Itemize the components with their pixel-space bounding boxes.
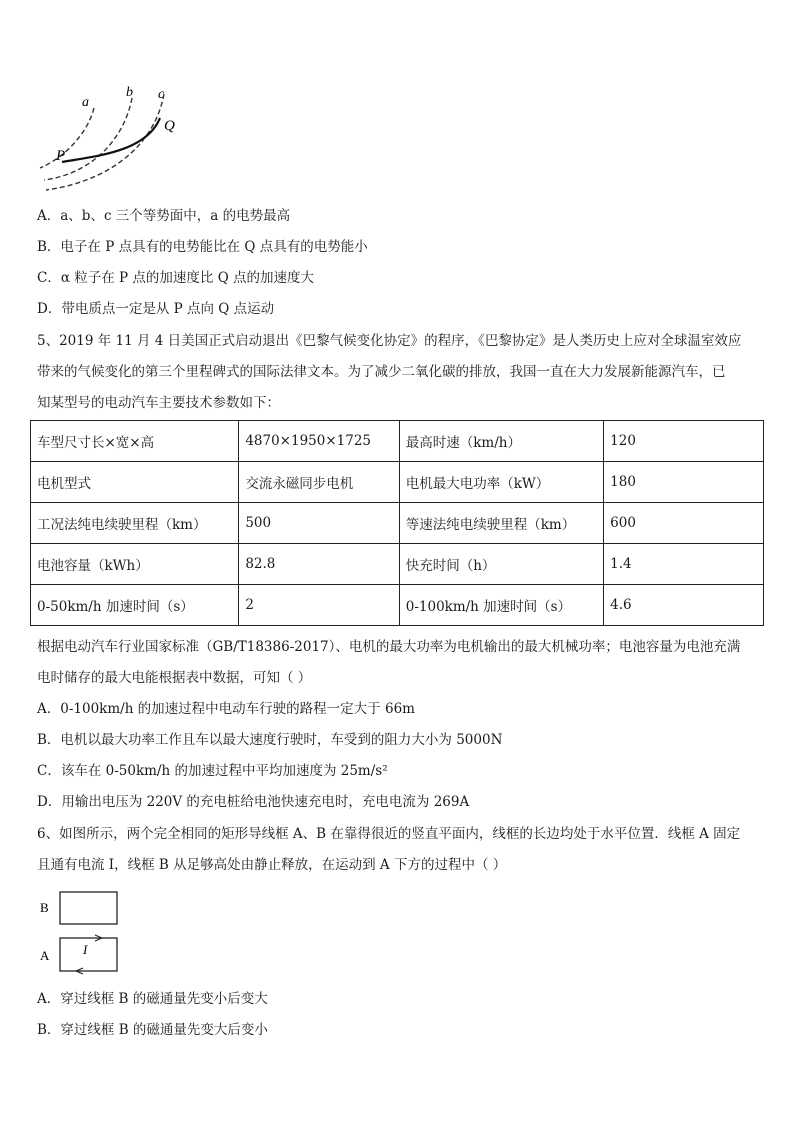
equipotential-figure bbox=[36, 82, 196, 194]
q5-after-line-1: 根据电动汽车行业国家标准（GB/T18386-2017）、电机的最大功率为电机输出的最大机械功率；电池容量为电池充满 bbox=[37, 639, 741, 655]
table-cell: 快充时间（h） bbox=[399, 544, 603, 585]
label-current: I bbox=[83, 942, 88, 957]
table-cell: 电机最大电功率（kW） bbox=[399, 462, 603, 503]
table-row bbox=[31, 544, 764, 585]
q6-stem-line-1: 6、如图所示，两个完全相同的矩形导线框 A、B 在靠得很近的竖直平面内，线框的长边均处于水平位置．线框 A 固定 bbox=[37, 826, 741, 842]
spec-table bbox=[30, 420, 764, 626]
table-cell: 1.4 bbox=[604, 544, 764, 585]
table-cell: 等速法纯电续驶里程（km） bbox=[399, 503, 603, 544]
table-cell: 交流永磁同步电机 bbox=[239, 462, 399, 503]
label-b: b bbox=[126, 85, 133, 100]
label-a: a bbox=[82, 95, 89, 110]
q4-option-d: D．带电质点一定是从 P 点向 Q 点运动 bbox=[37, 301, 275, 317]
frame-b bbox=[60, 892, 117, 924]
q5-option-b: B．电机以最大功率工作且车以最大速度行驶时，车受到的阻力大小为 5000N bbox=[37, 732, 503, 748]
table-cell: 600 bbox=[604, 503, 764, 544]
table-cell: 4.6 bbox=[604, 585, 764, 626]
q4-option-a: A．a、b、c 三个等势面中，a 的电势最高 bbox=[37, 208, 291, 224]
q5-stem-line-1: 5、2019 年 11 月 4 日美国正式启动退出《巴黎气候变化协定》的程序，《巴黎协定》是人类历史上应对全球温室效应 bbox=[37, 333, 742, 349]
q4-option-c: C．α 粒子在 P 点的加速度比 Q 点的加速度大 bbox=[37, 270, 315, 286]
q5-stem-line-2: 带来的气候变化的第三个里程碑式的国际法律文本。为了减少二氧化碳的排放，我国一直在大力发展新能源汽车，已 bbox=[37, 364, 726, 380]
label-frame-b: B bbox=[40, 900, 49, 915]
table-cell: 0-50km/h 加速时间（s） bbox=[31, 585, 239, 626]
q6-option-a: A．穿过线框 B 的磁通量先变小后变大 bbox=[37, 991, 268, 1007]
q5-option-c: C．该车在 0-50km/h 的加速过程中平均加速度为 25m/s² bbox=[37, 763, 388, 779]
q5-option-a: A．0-100km/h 的加速过程中电动车行驶的路程一定大于 66m bbox=[37, 701, 415, 717]
table-cell: 2 bbox=[239, 585, 399, 626]
table-cell: 500 bbox=[239, 503, 399, 544]
label-p: P bbox=[56, 148, 66, 164]
table-cell: 0-100km/h 加速时间（s） bbox=[399, 585, 603, 626]
table-row bbox=[31, 462, 764, 503]
table-row bbox=[31, 421, 764, 462]
q6-option-b: B．穿过线框 B 的磁通量先变大后变小 bbox=[37, 1022, 268, 1038]
label-c: c bbox=[158, 87, 165, 102]
q5-after-line-2: 电时储存的最大电能根据表中数据，可知（ ） bbox=[37, 670, 312, 686]
table-cell: 82.8 bbox=[239, 544, 399, 585]
q5-option-d: D．用输出电压为 220V 的充电桩给电池快速充电时，充电电流为 269A bbox=[37, 794, 470, 810]
table-row bbox=[31, 585, 764, 626]
q6-stem-line-2: 且通有电流 I，线框 B 从足够高处由静止释放，在运动到 A 下方的过程中（ ） bbox=[37, 857, 507, 873]
label-q: Q bbox=[164, 118, 175, 134]
q5-stem-line-3: 知某型号的电动汽车主要技术参数如下： bbox=[37, 395, 280, 411]
frame-a bbox=[60, 938, 117, 971]
frames-figure bbox=[36, 888, 136, 980]
table-cell: 电机型式 bbox=[31, 462, 239, 503]
table-cell: 180 bbox=[604, 462, 764, 503]
equipotential-line-b bbox=[44, 98, 132, 180]
table-cell: 4870×1950×1725 bbox=[239, 421, 399, 462]
table-cell: 车型尺寸长×宽×高 bbox=[31, 421, 239, 462]
table-cell: 电池容量（kWh） bbox=[31, 544, 239, 585]
table-cell: 工况法纯电续驶里程（km） bbox=[31, 503, 239, 544]
table-row bbox=[31, 503, 764, 544]
table-cell: 120 bbox=[604, 421, 764, 462]
label-frame-a: A bbox=[40, 948, 50, 963]
table-cell: 最高时速（km/h） bbox=[399, 421, 603, 462]
q4-option-b: B．电子在 P 点具有的电势能比在 Q 点具有的电势能小 bbox=[37, 239, 368, 255]
